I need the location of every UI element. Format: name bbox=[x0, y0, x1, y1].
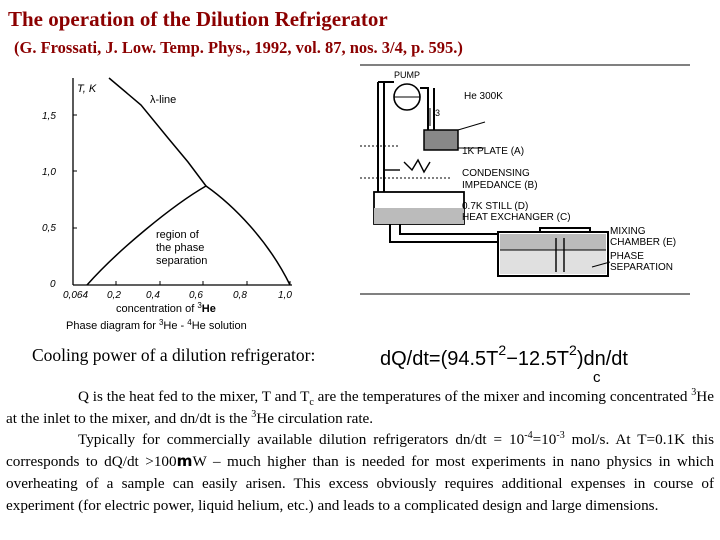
region-label-line1: region of bbox=[156, 229, 199, 241]
svg-text:dQ/dt=(94.5T2−12.5T2)dn/dt: $dQ/dt=(94.5T^2-12.5T^2)dn/dt$ bbox=[380, 342, 628, 370]
paragraph-2: Typically for commercially available dilution refrigerators $dn/dt = 10^{-4}=10^{-3}$ mol/s. At T=0.1K this corresponds to dQ/dt >100mW – much higher than is needed for most experiments in nano physics in which overheating of a sample can easily arisen. This excess obviously requires additional expenses in course of experiment (for electric power, liquid helium, etc.) and leads to a complicated design and large dimensions. bbox=[6, 430, 714, 514]
mixing-chamber-label-line1: MIXING bbox=[610, 226, 646, 237]
x-tick-5: 0,8 bbox=[233, 290, 247, 301]
he-300k-label: He 300K bbox=[464, 91, 503, 102]
x-tick-3: 0,4 bbox=[146, 290, 160, 301]
lambda-line-label: λ-line bbox=[150, 94, 177, 106]
still-label: 0.7K STILL (D) bbox=[462, 201, 529, 212]
flow-label: 3 bbox=[435, 108, 441, 118]
cooling-power-formula bbox=[380, 338, 690, 391]
condensing-label-line1: CONDENSING bbox=[462, 168, 530, 179]
slide-title: The operation of the Dilution Refrigerator bbox=[8, 7, 388, 31]
phase-separation-label-line2: SEPARATION bbox=[610, 262, 673, 273]
x-axis-title: concentration of $^3$He bbox=[116, 301, 216, 315]
y-tick-1: 1,5 bbox=[42, 111, 56, 122]
y-axis-label: T, K bbox=[77, 83, 97, 95]
region-label-line2: the phase bbox=[156, 242, 205, 254]
phase-diagram-caption: Phase diagram for $^3$He - $^4$He solution bbox=[66, 318, 247, 332]
paragraph-1: Q is the heat fed to the mixer, T and $T_c$ are the temperatures of the mixer and incoming concentrated $^3$He at the inlet to the mixer, and dn/dt is the $^3$He circulation rate. bbox=[6, 386, 714, 427]
condensing-label-line2: IMPEDANCE (B) bbox=[462, 180, 538, 191]
heat-exchanger-label: HEAT EXCHANGER (C) bbox=[462, 212, 571, 223]
mixing-chamber-label-line2: CHAMBER (E) bbox=[610, 237, 677, 248]
y-tick-2: 1,0 bbox=[42, 167, 56, 178]
phase-separation-label-line1: PHASE bbox=[610, 251, 644, 262]
explanation-text bbox=[6, 386, 714, 516]
svg-text:c: c bbox=[593, 369, 601, 386]
y-tick-4: 0 bbox=[50, 279, 56, 290]
x-tick-4: 0,6 bbox=[189, 290, 203, 301]
plate-label: 1K PLATE (A) bbox=[462, 146, 525, 157]
x-tick-6: 1,0 bbox=[278, 290, 292, 301]
x-tick-1: 0,064 bbox=[63, 290, 89, 301]
pump-label: PUMP bbox=[394, 70, 421, 80]
phase-diagram bbox=[42, 70, 308, 340]
cooling-power-label: Cooling power of a dilution refrigerator: bbox=[32, 345, 316, 365]
dilution-refrigerator-schematic bbox=[360, 62, 695, 302]
region-label-line3: separation bbox=[156, 255, 208, 267]
reference-citation: (G. Frossati, J. Low. Temp. Phys., 1992, vol. 87, nos. 3/4, p. 595.) bbox=[14, 38, 463, 57]
x-tick-2: 0,2 bbox=[107, 290, 121, 301]
y-tick-3: 0,5 bbox=[42, 223, 56, 234]
